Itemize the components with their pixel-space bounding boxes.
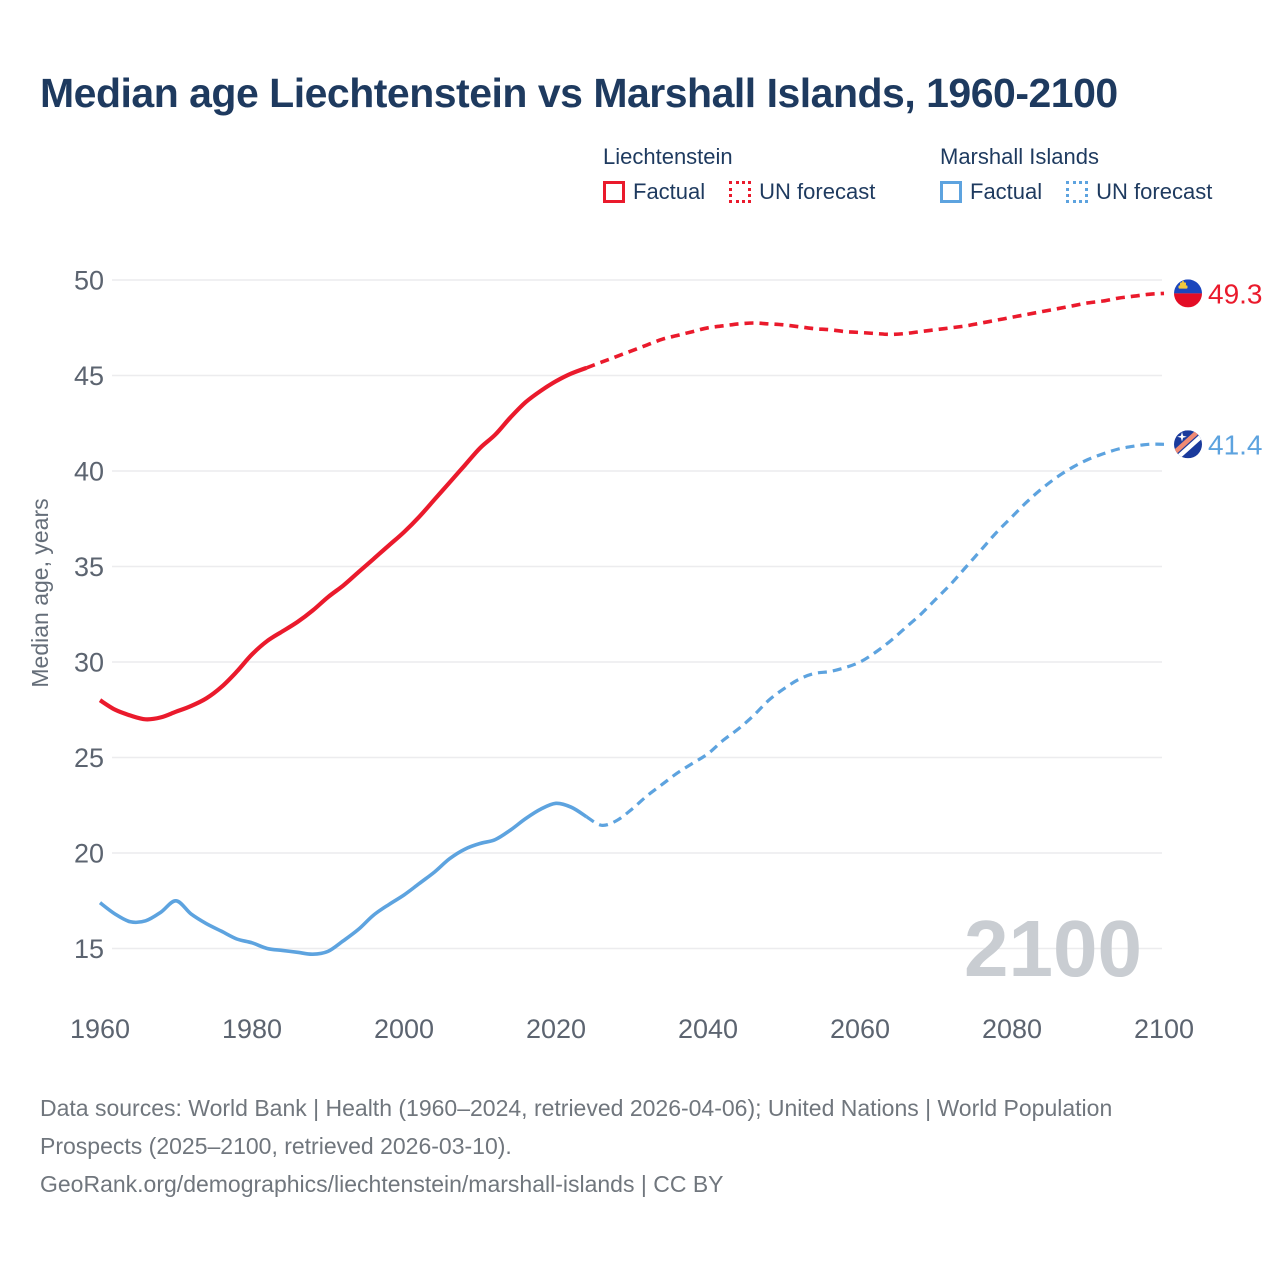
y-axis-title: Median age, years xyxy=(27,498,53,688)
series-line xyxy=(100,368,586,719)
footer xyxy=(40,1089,1160,1203)
legend-group-liechtenstein xyxy=(603,144,875,205)
x-tick-label: 2080 xyxy=(981,1014,1043,1044)
data-series-lines xyxy=(100,293,1164,954)
y-tick-label: 50 xyxy=(73,265,104,296)
solid-line-swatch-icon xyxy=(603,181,625,203)
end-value-liechtenstein: 49.3 xyxy=(1208,278,1263,310)
y-tick-label: 30 xyxy=(73,647,104,678)
series-line xyxy=(586,293,1164,368)
chart-canvas xyxy=(0,240,1280,1070)
legend-group-title-liechtenstein: Liechtenstein xyxy=(603,144,733,169)
y-tick-label: 15 xyxy=(73,934,104,964)
x-tick-label: 2020 xyxy=(525,1014,587,1044)
y-tick-label: 35 xyxy=(73,552,104,582)
legend-item-liechtenstein-factual[interactable]: Factual xyxy=(603,179,705,205)
x-tick-label: 2060 xyxy=(829,1014,891,1044)
y-tick-label: 20 xyxy=(73,838,104,869)
y-tick-label: 40 xyxy=(73,456,104,487)
legend-item-liechtenstein-forecast[interactable]: UN forecast xyxy=(729,179,875,205)
marshall-islands-flag-icon xyxy=(1168,426,1208,463)
series-line xyxy=(100,803,586,954)
gridlines xyxy=(112,280,1162,949)
x-tick-label: 1960 xyxy=(69,1014,131,1044)
solid-line-swatch-icon xyxy=(940,181,962,203)
attribution-text: GeoRank.org/demographics/liechtenstein/marshall-islands | CC BY xyxy=(40,1171,724,1197)
end-value-marshall: 41.4 xyxy=(1208,429,1263,461)
liechtenstein-flag-icon xyxy=(1174,279,1202,307)
x-tick-label: 1980 xyxy=(221,1014,283,1044)
y-tick-label: 45 xyxy=(73,361,104,391)
dotted-line-swatch-icon xyxy=(729,181,751,203)
dotted-line-swatch-icon xyxy=(1066,181,1088,203)
chart-title: Median age Liechtenstein vs Marshall Islands, 1960-2100 xyxy=(40,70,1118,116)
x-tick-label: 2100 xyxy=(1133,1014,1195,1044)
legend-item-marshall-factual[interactable]: Factual xyxy=(940,179,1042,205)
watermark-year: 2100 xyxy=(964,904,1142,993)
legend-group-marshall-islands xyxy=(940,144,1212,205)
y-axis-tick-labels xyxy=(74,266,104,965)
legend-item-marshall-forecast[interactable]: UN forecast xyxy=(1066,179,1212,205)
series-line xyxy=(586,444,1164,825)
x-tick-label: 2000 xyxy=(373,1014,435,1044)
y-tick-label: 25 xyxy=(73,743,104,773)
legend-group-title-marshall-islands: Marshall Islands xyxy=(940,144,1099,169)
x-axis-tick-labels xyxy=(70,1014,1194,1044)
data-sources-text: Data sources: World Bank | Health (1960–2024, retrieved 2026-04-06); United Nations | World Population Prospects (2025–2100, retrieved 2026-03-10). xyxy=(40,1095,1113,1159)
x-tick-label: 2040 xyxy=(677,1014,739,1044)
